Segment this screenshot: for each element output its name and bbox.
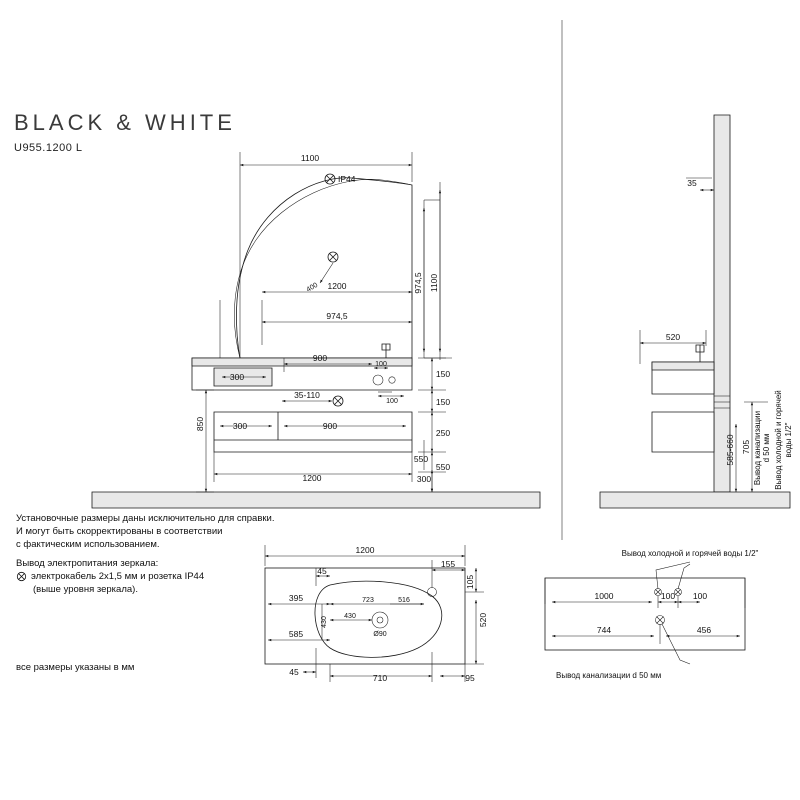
dim-mirror-top-width: 1100 [300, 153, 320, 163]
dim-1100-right: 1100 [429, 273, 439, 293]
dim-top-d90: Ø90 [373, 631, 387, 638]
dim-100-b: 100 [386, 398, 398, 405]
dim-wall-744: 744 [596, 625, 612, 635]
note-line-2: И могут быть скорректированы в соответствии [16, 526, 223, 537]
water-outlet-right [675, 589, 682, 596]
dim-1200-bottom: 1200 [302, 473, 322, 483]
note-line-4: Вывод электропитания зеркала: [16, 558, 159, 569]
dim-top-105: 105 [465, 574, 475, 590]
label-sewer-side: Вывод канализации [753, 410, 762, 486]
dim-wall-456: 456 [696, 625, 712, 635]
dim-top-1200: 1200 [355, 545, 375, 555]
dim-150-b: 150 [435, 397, 451, 407]
dim-250: 250 [435, 428, 451, 438]
dim-900-top: 900 [312, 353, 328, 363]
dim-top-95: 95 [465, 673, 475, 683]
dim-top-395: 395 [288, 593, 304, 603]
sewer-outlet [656, 616, 665, 625]
units-note: все размеры указаны в мм [16, 662, 135, 673]
brand-title: BLACK & WHITE [14, 110, 236, 135]
label-sewer-wall: Вывод канализации d 50 мм [556, 671, 662, 680]
label-sewer-side-2: d 50 мм [762, 433, 771, 463]
dim-850: 850 [195, 416, 205, 432]
dim-top-520: 520 [478, 612, 488, 628]
mirror-center-symbol [328, 252, 338, 262]
dim-35: 35 [687, 178, 697, 188]
svg-text:IP44: IP44 [338, 174, 356, 184]
model-code: U955.1200 L [14, 142, 83, 154]
dim-550: 550 [435, 462, 451, 472]
electrical-note-1: электрокабель 2х1,5 мм и розетка IP44 [31, 571, 205, 582]
note-line-3: с фактическим использованием. [16, 539, 160, 550]
label-water-side-2: воды 1/2" [784, 422, 793, 458]
dim-top-430a: 430 [344, 613, 356, 620]
dim-900-cabinet: 900 [322, 421, 338, 431]
dim-top-516: 516 [398, 597, 410, 604]
dim-550-label: 550 [413, 454, 429, 464]
dim-585-660: 585-660 [725, 434, 735, 466]
dim-top-710: 710 [372, 673, 388, 683]
label-water-wall: Вывод холодной и горячей воды 1/2" [621, 549, 759, 558]
dim-705: 705 [741, 439, 751, 455]
dim-520: 520 [665, 332, 681, 342]
note-line-1: Установочные размеры даны исключительно для справки. [16, 513, 275, 524]
dim-wall-100a: 100 [660, 591, 676, 601]
dim-wall-100b: 100 [692, 591, 708, 601]
dim-300-cabinet: 300 [232, 421, 248, 431]
dim-300-top: 300 [229, 372, 245, 382]
dim-150-a: 150 [435, 369, 451, 379]
dim-top-155: 155 [440, 559, 456, 569]
dim-300-bottom: 300 [416, 474, 432, 484]
dim-top-45-bottom: 45 [289, 667, 299, 677]
dim-wall-1000: 1000 [594, 591, 614, 601]
dim-1200-mirror: 1200 [327, 281, 347, 291]
outlet-symbol-front [333, 396, 343, 406]
dim-974-5-right: 974,5 [413, 272, 423, 294]
dim-top-430b: 430 [321, 616, 328, 628]
dim-top-45: 45 [317, 566, 327, 576]
dim-35-110: 35-110 [294, 390, 320, 400]
dim-top-723: 723 [362, 597, 374, 604]
dim-974-5-lower: 974,5 [326, 311, 348, 321]
dim-top-585: 585 [288, 629, 304, 639]
svg-text:400: 400 [305, 281, 320, 294]
electrical-note-2: (выше уровня зеркала). [33, 584, 138, 595]
label-water-side: Вывод холодной и горячей [774, 390, 783, 490]
dim-100-a: 100 [375, 361, 387, 368]
